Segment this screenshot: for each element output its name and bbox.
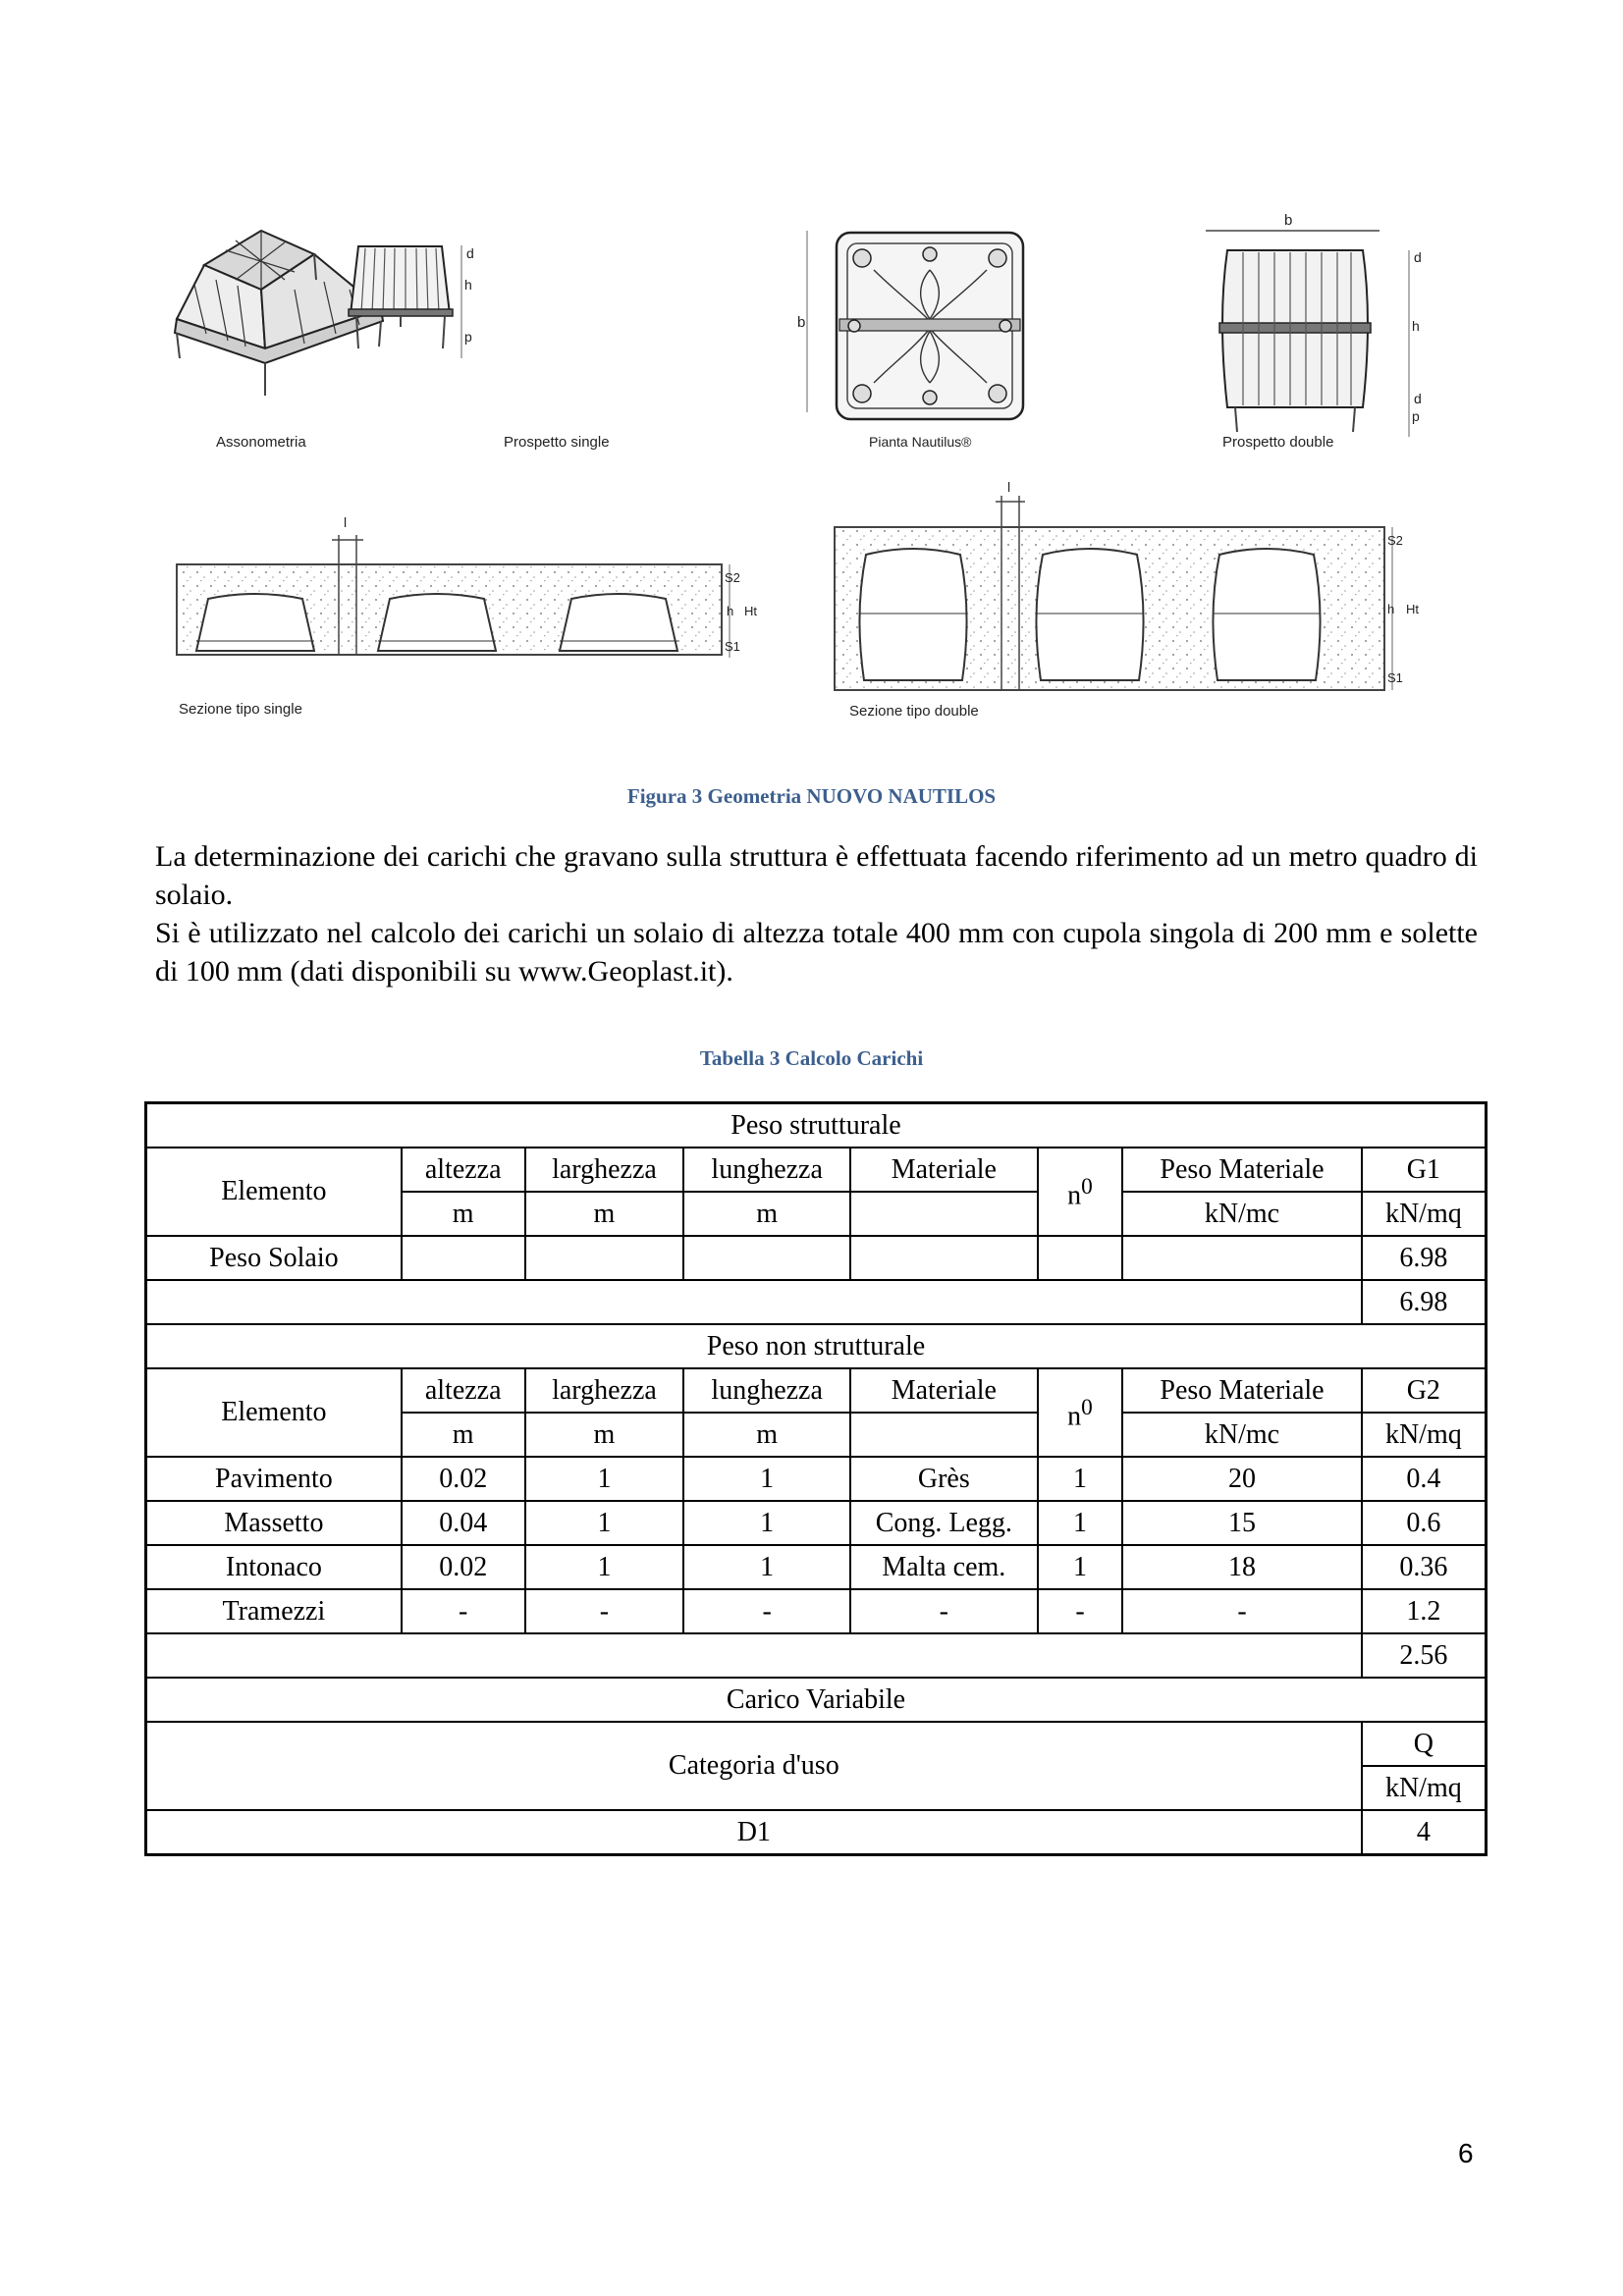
cell-elemento: Pavimento <box>146 1457 402 1501</box>
header-row <box>146 1368 1487 1413</box>
dim-d-label: d <box>466 245 474 261</box>
dim-b-double-label: b <box>1284 212 1293 229</box>
header-elemento: Elemento <box>146 1148 402 1236</box>
section-title-row <box>146 1324 1487 1368</box>
header-altezza: altezza <box>402 1368 525 1413</box>
dim-h-section-double-label: h <box>1387 602 1395 616</box>
cell-larghezza: 1 <box>525 1545 684 1589</box>
cell-lunghezza: 1 <box>683 1545 850 1589</box>
dim-l-single-label: l <box>344 514 348 530</box>
cell-lunghezza <box>683 1236 850 1280</box>
dim-d-double-bottom-label: d <box>1414 391 1422 406</box>
cell-peso <box>1122 1236 1361 1280</box>
total-row <box>146 1633 1487 1678</box>
cell-altezza: - <box>402 1589 525 1633</box>
elevation-single-label: Prospetto single <box>504 434 610 451</box>
header-n-text: n <box>1067 1180 1082 1211</box>
header-n-sup: 0 <box>1081 1395 1093 1421</box>
header-elemento: Elemento <box>146 1368 402 1457</box>
q-value: 4 <box>1362 1810 1487 1855</box>
header-materiale: Materiale <box>850 1368 1038 1413</box>
table-row <box>146 1457 1487 1501</box>
figure-nautilos-geometry <box>167 211 1483 731</box>
unit-materiale <box>850 1413 1038 1457</box>
dim-d-double-top-label: d <box>1414 249 1422 265</box>
unit-peso-materiale: kN/mc <box>1122 1192 1361 1236</box>
dim-h-double-label: h <box>1412 318 1420 334</box>
table-row <box>146 1501 1487 1545</box>
dim-s2-double-label: S2 <box>1387 533 1403 548</box>
total-spacer <box>146 1633 1362 1678</box>
cell-larghezza: 1 <box>525 1457 684 1501</box>
header-n-text: n <box>1067 1401 1082 1432</box>
cell-elemento: Massetto <box>146 1501 402 1545</box>
dim-s1-single-label: S1 <box>725 639 740 654</box>
body-text <box>155 837 1478 990</box>
dim-s2-single-label: S2 <box>725 570 740 585</box>
header-larghezza: larghezza <box>525 1368 684 1413</box>
cell-materiale: Grès <box>850 1457 1038 1501</box>
header-n <box>1038 1368 1123 1457</box>
unit-altezza: m <box>402 1192 525 1236</box>
figure-caption: Figura 3 Geometria NUOVO NAUTILOS <box>626 784 997 808</box>
header-n <box>1038 1148 1123 1236</box>
header-g2: G2 <box>1362 1368 1487 1413</box>
cell-altezza: 0.02 <box>402 1457 525 1501</box>
cell-g1: 6.98 <box>1362 1236 1487 1280</box>
cell-peso: - <box>1122 1589 1361 1633</box>
section-title-row <box>146 1103 1487 1148</box>
elevation-double-label: Prospetto double <box>1222 434 1334 451</box>
section-single-label: Sezione tipo single <box>179 701 302 718</box>
unit-larghezza: m <box>525 1192 684 1236</box>
cell-peso: 15 <box>1122 1501 1361 1545</box>
header-lunghezza: lunghezza <box>683 1368 850 1413</box>
plan-drawing <box>797 231 1023 419</box>
header-lunghezza: lunghezza <box>683 1148 850 1192</box>
dim-ht-double-label: Ht <box>1406 602 1419 616</box>
unit-altezza: m <box>402 1413 525 1457</box>
dim-ht-single-label: Ht <box>744 604 757 618</box>
cell-n: - <box>1038 1589 1123 1633</box>
cell-larghezza: 1 <box>525 1501 684 1545</box>
header-row <box>146 1722 1487 1766</box>
paragraph-slab-data: Si è utilizzato nel calcolo dei carichi un solaio di altezza totale 400 mm con cupola singola di 200 mm e solette di 100 mm (dati disponibili su www.Geoplast.it). <box>155 917 1478 988</box>
unit-larghezza: m <box>525 1413 684 1457</box>
axonometric-label: Assonometria <box>216 434 306 451</box>
unit-g1: kN/mq <box>1362 1192 1487 1236</box>
cell-peso: 20 <box>1122 1457 1361 1501</box>
unit-lunghezza: m <box>683 1192 850 1236</box>
section-single-drawing <box>177 535 730 658</box>
total-row <box>146 1280 1487 1324</box>
cell-materiale: Cong. Legg. <box>850 1501 1038 1545</box>
dim-p-label: p <box>464 329 472 345</box>
header-larghezza: larghezza <box>525 1148 684 1192</box>
table-caption: Tabella 3 Calcolo Carichi <box>699 1046 924 1070</box>
total-spacer <box>146 1280 1362 1324</box>
cell-materiale: - <box>850 1589 1038 1633</box>
total-g2: 2.56 <box>1362 1633 1487 1678</box>
unit-peso-materiale: kN/mc <box>1122 1413 1361 1457</box>
cell-materiale <box>850 1236 1038 1280</box>
plan-label: Pianta Nautilus® <box>869 434 972 450</box>
header-row <box>146 1148 1487 1192</box>
cell-n: 1 <box>1038 1457 1123 1501</box>
section-title-row <box>146 1678 1487 1722</box>
page-number: 6 <box>1458 2138 1474 2168</box>
unit-materiale <box>850 1192 1038 1236</box>
paragraph-load-reference: La determinazione dei carichi che gravano sulla struttura è effettuata facendo riferimento ad un metro quadro di solaio. <box>155 840 1478 911</box>
structural-title: Peso strutturale <box>146 1103 1487 1148</box>
dim-s1-double-label: S1 <box>1387 670 1403 685</box>
q-label: Q <box>1362 1722 1487 1766</box>
cell-lunghezza: - <box>683 1589 850 1633</box>
category-value: D1 <box>146 1810 1362 1855</box>
table-row <box>146 1236 1487 1280</box>
cell-altezza: 0.02 <box>402 1545 525 1589</box>
cell-n: 1 <box>1038 1501 1123 1545</box>
elevation-single-drawing <box>349 245 461 358</box>
cell-lunghezza: 1 <box>683 1457 850 1501</box>
header-peso-materiale: Peso Materiale <box>1122 1368 1361 1413</box>
table-row <box>146 1810 1487 1855</box>
table-row <box>146 1589 1487 1633</box>
cell-g2: 1.2 <box>1362 1589 1487 1633</box>
dim-l-double-label: l <box>1007 479 1011 495</box>
cell-n <box>1038 1236 1123 1280</box>
cell-peso: 18 <box>1122 1545 1361 1589</box>
header-altezza: altezza <box>402 1148 525 1192</box>
dim-p-double-label: p <box>1412 408 1420 424</box>
q-unit: kN/mq <box>1362 1766 1487 1810</box>
loads-table <box>144 1101 1488 1856</box>
dim-h-label: h <box>464 277 472 293</box>
cell-larghezza: - <box>525 1589 684 1633</box>
unit-g2: kN/mq <box>1362 1413 1487 1457</box>
nonstructural-title: Peso non strutturale <box>146 1324 1487 1368</box>
header-g1: G1 <box>1362 1148 1487 1192</box>
section-double-label: Sezione tipo double <box>849 703 979 720</box>
dim-h-section-single-label: h <box>727 604 734 618</box>
cell-altezza <box>402 1236 525 1280</box>
header-materiale: Materiale <box>850 1148 1038 1192</box>
cell-elemento: Intonaco <box>146 1545 402 1589</box>
elevation-double-drawing <box>1206 212 1409 437</box>
cell-g2: 0.36 <box>1362 1545 1487 1589</box>
dim-b-plan-label: b <box>797 314 806 331</box>
cell-altezza: 0.04 <box>402 1501 525 1545</box>
header-peso-materiale: Peso Materiale <box>1122 1148 1361 1192</box>
variable-title: Carico Variabile <box>146 1678 1487 1722</box>
unit-lunghezza: m <box>683 1413 850 1457</box>
header-n-sup: 0 <box>1081 1174 1093 1201</box>
cell-n: 1 <box>1038 1545 1123 1589</box>
cell-elemento: Tramezzi <box>146 1589 402 1633</box>
total-g1: 6.98 <box>1362 1280 1487 1324</box>
cell-lunghezza: 1 <box>683 1501 850 1545</box>
cell-elemento: Peso Solaio <box>146 1236 402 1280</box>
table-row <box>146 1545 1487 1589</box>
category-label: Categoria d'uso <box>146 1722 1362 1810</box>
cell-g2: 0.6 <box>1362 1501 1487 1545</box>
cell-materiale: Malta cem. <box>850 1545 1038 1589</box>
cell-g2: 0.4 <box>1362 1457 1487 1501</box>
cell-larghezza <box>525 1236 684 1280</box>
